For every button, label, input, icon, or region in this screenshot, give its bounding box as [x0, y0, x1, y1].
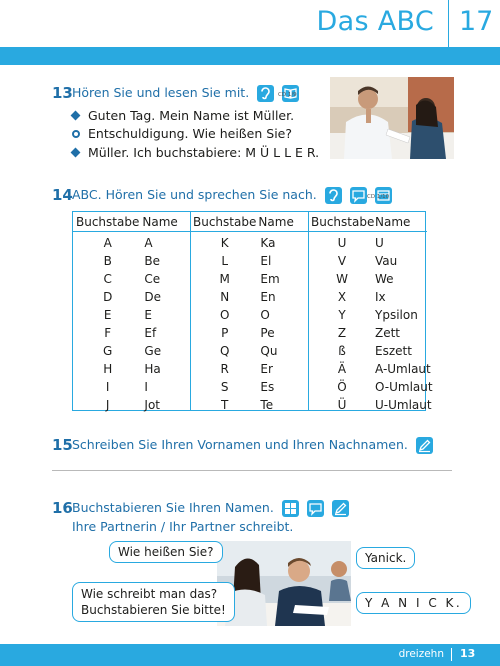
letter-cell: R: [220, 362, 229, 376]
exercise-15-instruction-text: Schreiben Sie Ihren Vornamen und Ihren Nachnamen.: [72, 437, 408, 452]
name-cell: Zett: [375, 326, 401, 340]
letter-cell: Q: [219, 344, 230, 358]
header-letter: Buchstabe: [73, 212, 142, 232]
letter-cell: O: [219, 308, 230, 322]
letter-cell: Y: [338, 308, 346, 322]
exercise-15-number: 15: [52, 436, 73, 454]
ear-icon: [325, 187, 342, 204]
section-divider: [52, 470, 452, 471]
page-title: Das ABC: [316, 6, 434, 37]
letter-cell: W: [336, 272, 348, 286]
speech-bubble-spelled: Y A N I C K.: [356, 592, 471, 614]
name-cell: O-Umlaut: [375, 380, 433, 394]
footer-page-number: 13: [460, 647, 476, 660]
name-cell: A-Umlaut: [375, 362, 431, 376]
letter-cell: Z: [337, 326, 347, 340]
exercise-13-instruction-text: Hören Sie und lesen Sie mit.: [72, 85, 250, 100]
circle-bullet-icon: [72, 130, 80, 138]
name-cell: U: [375, 236, 384, 250]
name-cell: Ce: [144, 272, 161, 286]
dialog-line-1-text: Guten Tag. Mein Name ist Müller.: [88, 108, 295, 123]
letter-cell: T: [221, 398, 229, 412]
letter-cell: I: [105, 380, 110, 394]
exercise-13-instruction: [72, 85, 299, 102]
name-cell: Ef: [144, 326, 157, 340]
exercise-16-number: 16: [52, 499, 73, 517]
speech-bubble-icon: [350, 187, 367, 204]
exercise-14-instruction: [72, 187, 392, 204]
header-name: Name: [258, 212, 308, 232]
letter-cell: D: [103, 290, 113, 304]
letter-cell: A: [103, 236, 112, 250]
ask-spelling-line-2: Buchstabieren Sie bitte!: [81, 603, 226, 617]
cd-track-14: CD 1/10: [367, 194, 390, 200]
name-cell: A: [144, 236, 153, 250]
letter-cell: V: [337, 254, 347, 268]
diamond-bullet-icon: [71, 148, 81, 158]
name-cell: O: [260, 308, 270, 322]
abc-column-3: [309, 212, 433, 412]
footer-divider: [451, 648, 452, 661]
dialog-line-2: [72, 126, 292, 141]
letter-cell: J: [105, 398, 110, 412]
header-rule: [0, 47, 500, 65]
ask-spelling-line-1: Wie schreibt man das?: [81, 587, 218, 601]
name-cell: Er: [260, 362, 273, 376]
name-cell: Eszett: [375, 344, 412, 358]
letter-cell: L: [221, 254, 229, 268]
letter-cell: N: [220, 290, 230, 304]
abc-column-2: [191, 212, 309, 410]
dialog-line-3-text: Müller. Ich buchstabiere: M Ü L L E R.: [88, 145, 320, 160]
speech-bubble-question: Wie heißen Sie?: [109, 541, 223, 563]
ear-icon: [257, 85, 274, 102]
letter-cell: X: [337, 290, 347, 304]
name-cell: I: [144, 380, 148, 394]
name-cell: Qu: [260, 344, 278, 358]
name-cell: Ha: [144, 362, 161, 376]
header-divider: [448, 0, 449, 47]
letter-cell: M: [219, 272, 230, 286]
exercise-13-number: 13: [52, 84, 73, 102]
name-cell: Ix: [375, 290, 386, 304]
dialog-line-3: [72, 145, 319, 160]
name-cell: Pe: [260, 326, 275, 340]
letter-cell: Ü: [337, 398, 347, 412]
exercise-14-number: 14: [52, 186, 73, 204]
name-cell: Ka: [260, 236, 276, 250]
name-cell: We: [375, 272, 394, 286]
letter-cell: H: [103, 362, 113, 376]
speech-bubble-ask-spelling: [72, 582, 235, 622]
name-cell: En: [260, 290, 276, 304]
diamond-bullet-icon: [71, 111, 81, 121]
letter-cell: K: [220, 236, 229, 250]
header-name: Name: [375, 212, 427, 232]
exercise-16-instruction-2: Ihre Partnerin / Ihr Partner schreibt.: [72, 519, 294, 534]
speech-bubble-answer: Yanick.: [356, 547, 415, 569]
name-cell: De: [144, 290, 162, 304]
letter-cell: F: [104, 326, 112, 340]
dialog-line-1: [72, 108, 294, 123]
name-cell: Es: [260, 380, 275, 394]
footer-page-word: dreizehn: [398, 648, 444, 660]
abc-column-1: [73, 212, 191, 410]
photo-man-woman-conversation: [330, 77, 454, 159]
pencil-icon: [332, 500, 349, 517]
name-cell: U-Umlaut: [375, 398, 432, 412]
speech-bubble-icon: [307, 500, 324, 517]
letter-cell: C: [103, 272, 112, 286]
name-cell: Vau: [375, 254, 398, 268]
exercise-16-instruction-text: Buchstabieren Sie Ihren Namen.: [72, 500, 274, 515]
name-cell: Ypsilon: [375, 308, 418, 322]
cd-track-13: CD 1/9: [278, 92, 297, 98]
header-page-number: 17: [459, 6, 494, 37]
dialog-line-2-text: Entschuldigung. Wie heißen Sie?: [88, 126, 292, 141]
pencil-icon: [416, 437, 433, 454]
letter-cell: G: [103, 344, 113, 358]
exercise-16-instruction: [72, 500, 349, 517]
name-cell: El: [260, 254, 272, 268]
abc-table: [72, 211, 433, 412]
photo-students-writing: [217, 541, 351, 626]
letter-cell: ß: [338, 344, 346, 358]
header-letter: Buchstabe: [191, 212, 258, 232]
letter-cell: B: [103, 254, 112, 268]
letter-cell: S: [220, 380, 229, 394]
letter-cell: P: [221, 326, 229, 340]
header-name: Name: [142, 212, 190, 232]
partner-grid-icon: [282, 500, 299, 517]
exercise-15-instruction: [72, 437, 433, 454]
letter-cell: Ä: [337, 362, 347, 376]
name-cell: Be: [144, 254, 161, 268]
name-cell: Jot: [144, 398, 160, 412]
name-cell: Te: [260, 398, 274, 412]
letter-cell: Ö: [337, 380, 347, 394]
exercise-14-instruction-text: ABC. Hören Sie und sprechen Sie nach.: [72, 187, 317, 202]
header-letter: Buchstabe: [309, 212, 375, 232]
letter-cell: E: [103, 308, 112, 322]
name-cell: E: [144, 308, 152, 322]
name-cell: Em: [260, 272, 280, 286]
name-cell: Ge: [144, 344, 162, 358]
letter-cell: U: [337, 236, 347, 250]
